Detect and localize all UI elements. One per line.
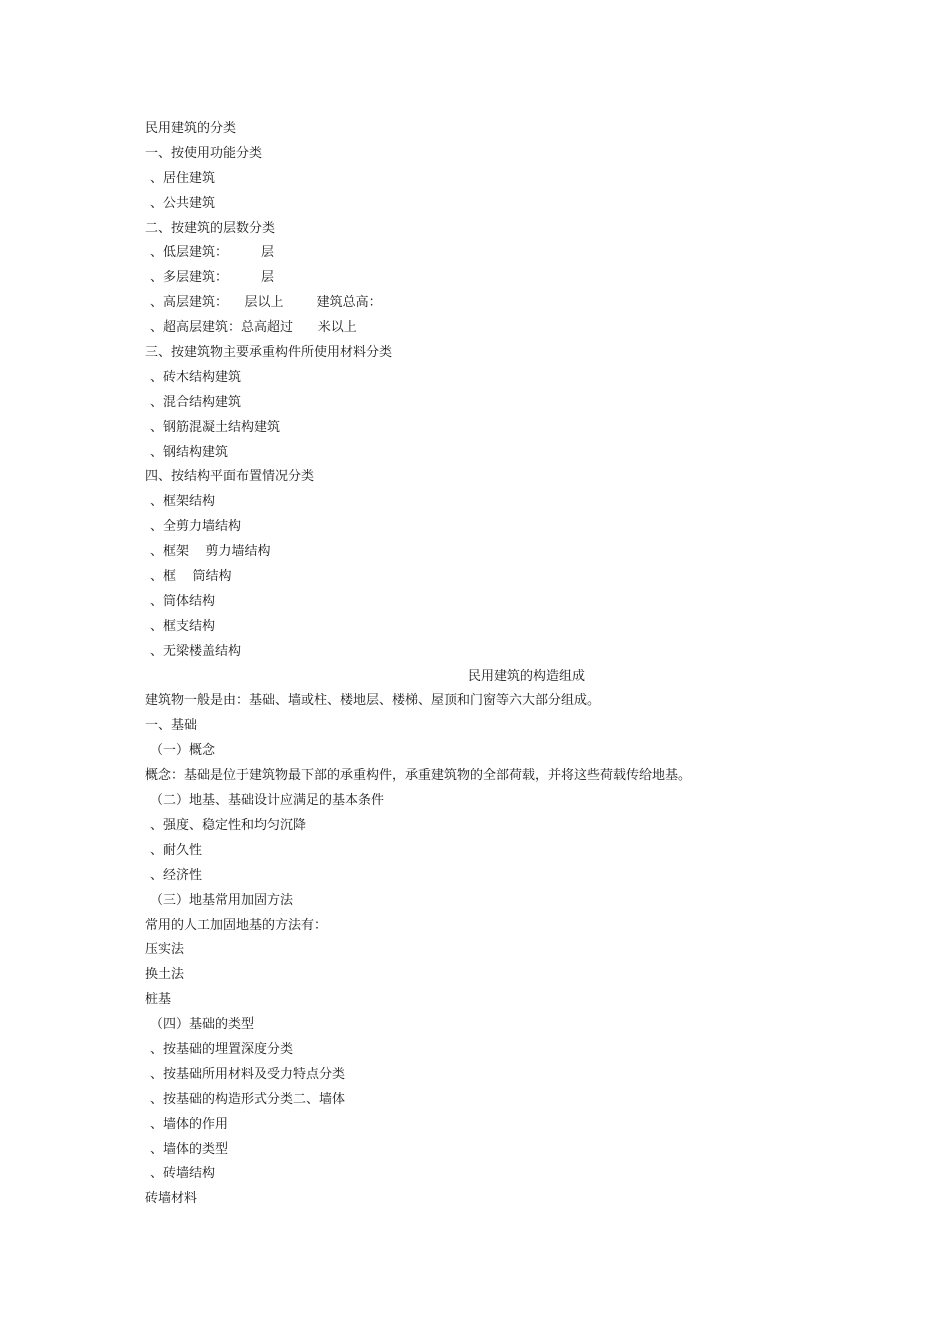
- list-item: 、砖墙结构: [150, 1166, 216, 1182]
- subheading: （二）地基、基础设计应满足的基本条件: [150, 793, 385, 809]
- list-item: 、耐久性: [150, 842, 203, 858]
- list-item: 、框支结构: [150, 618, 216, 634]
- list-item: 、全剪力墙结构: [150, 519, 242, 535]
- paragraph: 压实法: [145, 942, 185, 958]
- document-body: [145, 117, 825, 1212]
- list-item: 、按基础所用材料及受力特点分类: [150, 1066, 346, 1082]
- heading: 一、基础: [145, 718, 198, 734]
- list-item: 、低层建筑： 层: [150, 245, 275, 261]
- subheading: （一）概念: [150, 743, 216, 759]
- heading: 二、按建筑的层数分类: [145, 220, 276, 236]
- list-item: 、框架结构: [150, 494, 216, 510]
- paragraph: 桩基: [145, 992, 172, 1008]
- paragraph: 建筑物一般是由：基础、墙或柱、楼地层、楼梯、屋顶和门窗等六大部分组成。: [145, 693, 601, 709]
- list-item: 、超高层建筑：总高超过 米以上: [150, 320, 357, 336]
- list-item: 、墙体的类型: [150, 1141, 229, 1157]
- list-item: 、钢筋混凝土结构建筑: [150, 419, 281, 435]
- paragraph: 换土法: [145, 967, 185, 983]
- list-item: 、框架 剪力墙结构: [150, 544, 271, 560]
- heading: 一、按使用功能分类: [145, 145, 263, 161]
- list-item: 、居住建筑: [150, 170, 216, 186]
- list-item: 、墙体的作用: [150, 1116, 229, 1132]
- section-title-centered: 民用建筑的构造组成: [468, 668, 586, 684]
- list-item: 、按基础的埋置深度分类: [150, 1041, 294, 1057]
- paragraph: 常用的人工加固地基的方法有：: [145, 917, 328, 933]
- subheading: （三）地基常用加固方法: [150, 892, 294, 908]
- list-item: 、筒体结构: [150, 593, 216, 609]
- list-item: 、混合结构建筑: [150, 394, 242, 410]
- section-title: 民用建筑的分类: [145, 121, 237, 136]
- subheading: （四）基础的类型: [150, 1017, 255, 1033]
- heading: 四、按结构平面布置情况分类: [145, 469, 315, 485]
- list-item: 、高层建筑： 层以上 建筑总高：: [150, 295, 382, 311]
- list-item: 、经济性: [150, 867, 203, 883]
- paragraph: 砖墙材料: [145, 1191, 198, 1207]
- list-item: 、钢结构建筑: [150, 444, 229, 460]
- heading: 三、按建筑物主要承重构件所使用材料分类: [145, 345, 393, 361]
- list-item: 、公共建筑: [150, 195, 216, 211]
- list-item: 、砖木结构建筑: [150, 369, 242, 385]
- list-item: 、强度、稳定性和均匀沉降: [150, 817, 307, 833]
- list-item: 、无梁楼盖结构: [150, 643, 242, 659]
- paragraph: 概念：基础是位于建筑物最下部的承重构件，承重建筑物的全部荷载，并将这些荷载传给地基。: [145, 768, 692, 784]
- list-item: 、框 筒结构: [150, 569, 232, 585]
- list-item: 、多层建筑： 层: [150, 270, 275, 286]
- list-item: 、按基础的构造形式分类二、墙体: [150, 1091, 346, 1107]
